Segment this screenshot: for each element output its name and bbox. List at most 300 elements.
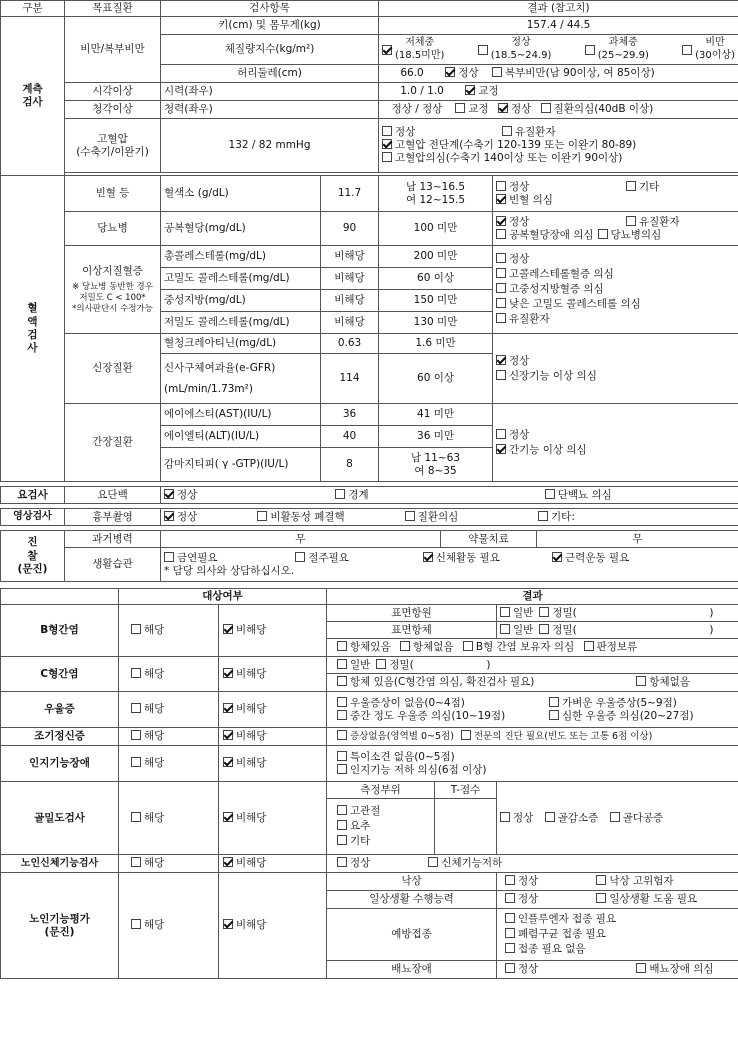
disease-vision: 시각이상 [65,83,161,101]
vision-result [379,83,738,101]
depression-option[interactable]: 심한 우울증 의심(20~27점) [549,710,694,723]
header-target: 대상여부 [119,589,327,605]
value-lipid: 비해당 [321,246,379,268]
item-lipid: 총콜레스테롤(mg/dL) [161,246,321,268]
checkbox-icon [626,216,636,226]
value-egfr: 114 [321,354,379,404]
bone-option[interactable]: 정상 [500,812,533,825]
liver-option[interactable]: 정상 [496,429,735,442]
elder-physical-no[interactable]: 비해당 [219,855,327,873]
section-urine: 요검사 [1,487,65,504]
urine-option[interactable]: 경계 [335,489,531,502]
lower-header-blank [1,589,119,605]
checkbox-icon [496,268,506,278]
elder-physical-option[interactable]: 정상 [337,857,425,870]
lifestyle-option[interactable]: 절주필요 [295,552,409,565]
checkbox-icon [131,919,141,929]
bone-tscore-value [435,799,497,855]
early-psychosis-option[interactable]: 전문의 진단 필요(빈도 또는 고통 6점 이상) [461,730,652,743]
waist-result [379,65,738,83]
checkbox-icon [496,216,506,226]
checkbox-icon [337,805,347,815]
adl-label: 일상생활 수행능력 [327,891,497,909]
hepb-antigen-options: 일반 정밀( ) [497,605,738,622]
bp-option[interactable]: 고혈압 전단계(수축기 120-139 또는 이완기 80-89) [382,139,735,152]
header-disease: 목표질환 [65,1,161,17]
checkbox-icon [505,963,515,973]
header-item: 검사항목 [161,1,379,17]
value-lipid: 비해당 [321,290,379,312]
adl-option[interactable]: 정상 [505,893,593,906]
hepb-antigen-option[interactable]: 일반 [500,607,533,620]
checkbox-icon [131,703,141,713]
checkbox-icon [382,152,392,162]
header-category: 구분 [1,1,65,17]
checkbox-icon [423,552,433,562]
section-imaging: 영상검사 [1,509,65,526]
elder-function-no[interactable]: 비해당 [219,873,327,979]
disease-diabetes: 당뇨병 [65,212,161,246]
bone-yes[interactable]: 해당 [119,782,219,855]
hepc-result-options [327,674,738,692]
urination-option[interactable]: 정상 [505,963,633,976]
checkbox-icon [461,730,471,740]
value-creatinine: 0.63 [321,334,379,354]
checkbox-icon [585,45,595,55]
checkbox-icon [496,444,506,454]
checkbox-icon [463,641,473,651]
checkbox-icon [335,489,345,499]
checkbox-icon [496,355,506,365]
checkbox-icon [382,139,392,149]
hepc-no[interactable]: 비해당 [219,657,327,692]
checkbox-icon [498,103,508,113]
value-ggt: 8 [321,448,379,482]
value-height-weight: 157.4 / 44.5 [379,17,738,35]
checkbox-icon [131,857,141,867]
lifestyle-label: 생활습관 [65,548,161,582]
waist-option[interactable]: 정상 [445,67,478,80]
checkbox-icon [376,659,386,669]
checkbox-icon [428,857,438,867]
checkbox-icon [496,229,506,239]
value-lipid: 비해당 [321,268,379,290]
lipid-option[interactable]: 낮은 고밀도 콜레스테롤 의심 [496,298,735,311]
kidney-option[interactable]: 정상 [496,355,735,368]
bp-option[interactable]: 유질환자 [502,126,556,139]
anemia-option[interactable]: 정상 [496,181,616,194]
value-ast: 36 [321,404,379,426]
hearing-option[interactable]: 교정 [455,103,488,116]
medication-label: 약물치료 [441,531,537,548]
early-psychosis-options [327,728,738,746]
hepc-method-option[interactable]: 일반 [337,659,370,672]
cognitive-option[interactable]: 인지기능 저하 의심(6점 이상) [337,764,735,777]
imaging-options [161,509,738,526]
bone-options [497,782,738,855]
liver-option[interactable]: 간기능 이상 의심 [496,444,735,457]
urine-option[interactable]: 단백뇨 의심 [545,489,612,502]
checkbox-icon [492,67,502,77]
consult-note: * 담당 의사와 상담하십시오. [164,564,295,577]
checkbox-icon [478,45,488,55]
ref-lipid: 150 미만 [379,290,493,312]
waist-value: 66.0 [400,67,424,80]
checkbox-icon [496,298,506,308]
fall-option[interactable]: 낙상 고위험자 [596,875,673,888]
cognitive-no[interactable]: 비해당 [219,746,327,782]
checkbox-icon [496,283,506,293]
cognitive-options [327,746,738,782]
checkbox-icon [505,893,515,903]
early-psychosis-option[interactable]: 증상없음(영역별 0~5점) [337,730,454,743]
hepb-result-option[interactable]: 항체있음 [337,641,391,654]
checkbox-icon [257,511,267,521]
lipid-option[interactable]: 정상 [496,253,735,266]
checkbox-icon [337,857,347,867]
lifestyle-option[interactable]: 근력운동 필요 [552,552,629,565]
hearing-value: 정상 / 정상 [391,103,443,116]
checkbox-icon [496,194,506,204]
checkbox-icon [337,676,347,686]
ref-ast: 41 미만 [379,404,493,426]
urination-option[interactable]: 배뇨장애 의심 [636,963,713,976]
checkbox-icon [337,764,347,774]
checkbox-icon [538,511,548,521]
item-glucose: 공복혈당(mg/dL) [161,212,321,246]
checkbox-icon [465,85,475,95]
adl-options [497,891,738,909]
depression-no[interactable]: 비해당 [219,692,327,728]
hepb-result-options [327,639,738,657]
checkbox-icon [164,511,174,521]
checkbox-icon [337,641,347,651]
checkbox-icon [584,641,594,651]
hepb-result-option[interactable]: B형 간염 보유자 의심 [463,641,574,654]
bone-site-label: 측정부위 [327,782,435,799]
diabetes-option[interactable]: 공복혈당장애 의심 [496,229,593,242]
anemia-option[interactable]: 기타 [626,181,659,194]
checkbox-icon [539,624,549,634]
diabetes-option[interactable]: 유질환자 [626,216,680,229]
checkbox-icon [337,697,347,707]
checkbox-icon [636,676,646,686]
checkbox-icon [223,812,233,822]
checkbox-icon [505,928,515,938]
hepc-method-option[interactable]: 정밀( [376,659,486,672]
item-ggt: 감마지티피( γ -GTP)(IU/L) [161,448,321,482]
checkbox-icon [596,875,606,885]
value-alt: 40 [321,426,379,448]
value-hemoglobin: 11.7 [321,176,379,212]
checkbox-icon [337,730,347,740]
checkbox-icon [496,181,506,191]
item-lipid: 저밀도 콜레스테롤(mg/dL) [161,312,321,334]
checkbox-icon [295,552,305,562]
item-creatinine: 혈청크레아티닌(mg/dL) [161,334,321,354]
checkbox-icon [455,103,465,113]
hepb-antibody-label: 표면항체 [327,622,497,639]
test-depression: 우울증 [1,692,119,728]
test-cognitive: 인지기능장애 [1,746,119,782]
test-elder-function: 노인기능평가 (문진) [1,873,119,979]
urine-option[interactable]: 정상 [164,489,322,502]
waist-option[interactable]: 복부비만(남 90이상, 여 85이상) [492,67,655,80]
imaging-option[interactable]: 질환의심 [405,511,525,524]
header-result: 결과 (참고치) [379,1,738,17]
kidney-option[interactable]: 신장기능 이상 의심 [496,370,735,383]
value-lipid: 비해당 [321,312,379,334]
checkbox-icon [626,181,636,191]
bmi-option[interactable]: 과체중 (25~29.9) [585,37,649,62]
ref-lipid: 60 이상 [379,268,493,290]
bone-site-option[interactable]: 요추 [337,820,431,833]
bp-option[interactable]: 정상 [382,126,492,139]
vaccination-option[interactable]: 접종 필요 없음 [505,943,735,956]
hearing-option[interactable]: 질환의심(40dB 이상) [541,103,654,116]
medication-value: 무 [537,531,738,548]
early-psychosis-no[interactable]: 비해당 [219,728,327,746]
checkbox-icon [223,730,233,740]
bmi-option[interactable]: 저체중 (18.5미만) [382,37,444,62]
bone-option[interactable]: 골감소증 [545,812,599,825]
value-bp: 132 / 82 mmHg [161,119,379,173]
disease-anemia: 빈혈 등 [65,176,161,212]
hepc-result-option[interactable]: 항체없음 [636,676,690,689]
header-result2: 결과 [327,589,738,605]
hepb-yes[interactable]: 해당 [119,605,219,657]
checkbox-icon [496,313,506,323]
checkbox-icon [382,45,392,55]
disease-bp: 고혈압 (수축기/이완기) [65,119,161,173]
checkbox-icon [164,489,174,499]
depression-option[interactable]: 가벼운 우울증상(5~9점) [549,697,677,710]
vision-value: 1.0 / 1.0 [400,85,444,98]
checkbox-icon [223,703,233,713]
bmi-option[interactable]: 정상 (18.5~24.9) [478,37,552,62]
diabetes-options [493,212,738,246]
item-height-weight: 키(cm) 및 몸무게(kg) [161,17,379,35]
item-vision: 시력(좌우) [161,83,379,101]
bmi-options [379,35,738,65]
lifestyle-options [161,548,738,582]
checkbox-icon [337,659,347,669]
disease-hearing: 청각이상 [65,101,161,119]
checkbox-icon [541,103,551,113]
elder-physical-options [327,855,738,873]
vision-option[interactable]: 교정 [465,85,498,98]
anemia-options [493,176,738,212]
checkbox-icon [549,710,559,720]
checkbox-icon [610,812,620,822]
disease-obesity: 비만/복부비만 [65,17,161,83]
bp-options [379,119,738,173]
cognitive-yes[interactable]: 해당 [119,746,219,782]
disease-liver: 간장질환 [65,404,161,482]
bone-no[interactable]: 비해당 [219,782,327,855]
vaccination-option[interactable]: 폐렴구균 접종 필요 [505,928,735,941]
checkbox-icon [400,641,410,651]
checkbox-icon [223,757,233,767]
checkbox-icon [500,812,510,822]
imaging-table [0,508,738,526]
test-bone-density: 골밀도검사 [1,782,119,855]
ref-glucose: 100 미만 [379,212,493,246]
checkbox-icon [131,668,141,678]
bone-tscore-label: T-점수 [435,782,497,799]
checkbox-icon [549,697,559,707]
lipid-option[interactable]: 고콜레스테롤혈증 의심 [496,268,735,281]
item-waist: 허리둘레(cm) [161,65,379,83]
vaccination-label: 예방접종 [327,909,497,961]
checkbox-icon [496,429,506,439]
checkbox-icon [131,757,141,767]
ref-creatinine: 1.6 미만 [379,334,493,354]
test-hepc: C형간염 [1,657,119,692]
checkbox-icon [337,820,347,830]
checkbox-icon [337,710,347,720]
item-alt: 에이엘티(ALT)(IU/L) [161,426,321,448]
checkbox-icon [636,963,646,973]
urine-options [161,487,738,504]
test-elder-physical: 노인신체기능검사 [1,855,119,873]
checkbox-icon [337,751,347,761]
elder-function-yes[interactable]: 해당 [119,873,219,979]
checkbox-icon [596,893,606,903]
checkbox-icon [337,835,347,845]
hepc-result-option[interactable]: 항체 있음(C형간염 의심, 확진검사 필요) [337,676,633,689]
hepb-antigen-option[interactable]: 정밀( [539,607,709,620]
section-measure: 계측 검사 [1,17,65,176]
checkbox-icon [131,812,141,822]
ref-lipid: 130 미만 [379,312,493,334]
hepb-no[interactable]: 비해당 [219,605,327,657]
diabetes-option[interactable]: 정상 [496,216,616,229]
ref-egfr: 60 이상 [379,354,493,404]
lifestyle-option[interactable]: 신체활동 필요 [423,552,539,565]
checkbox-icon [164,552,174,562]
checkbox-icon [500,607,510,617]
checkbox-icon [223,857,233,867]
kidney-options [493,334,738,404]
anemia-option[interactable]: 빈혈 의심 [496,194,735,207]
checkbox-icon [682,45,692,55]
item-urine: 요단백 [65,487,161,504]
checkbox-icon [505,943,515,953]
bmi-option[interactable]: 비만 (30이상) [682,37,735,62]
ref-hemoglobin: 남 13~16.5 여 12~15.5 [379,176,493,212]
disease-kidney: 신장질환 [65,334,161,404]
diabetes-option[interactable]: 당뇨병의심 [598,229,662,242]
ref-alt: 36 미만 [379,426,493,448]
elder-physical-yes[interactable]: 해당 [119,855,219,873]
bone-site-options [327,799,435,855]
ref-ggt: 남 11~63 여 8~35 [379,448,493,482]
checkbox-icon [223,668,233,678]
ref-lipid: 200 미만 [379,246,493,268]
checkbox-icon [545,812,555,822]
checkbox-icon [223,919,233,929]
item-bmi: 체질량지수(kg/m²) [161,35,379,65]
lipid-options [493,246,738,334]
checkbox-icon [500,624,510,634]
test-hepb: B형간염 [1,605,119,657]
vaccination-options [497,909,738,961]
hepb-antibody-option[interactable]: 일반 [500,624,533,637]
adl-option[interactable]: 일상생활 도움 필요 [596,893,697,906]
checkbox-icon [539,607,549,617]
hepc-yes[interactable]: 해당 [119,657,219,692]
item-lipid: 중성지방(mg/dL) [161,290,321,312]
imaging-option[interactable]: 정상 [164,511,244,524]
section-exam: 진 찰 (문진) [1,531,65,582]
hepb-result-option[interactable]: 판정보류 [584,641,638,654]
liver-options [493,404,738,482]
lipid-option[interactable]: 유질환자 [496,313,735,326]
checkbox-icon [598,229,608,239]
checkbox-icon [496,370,506,380]
exam-table [0,530,738,582]
fall-option[interactable]: 정상 [505,875,593,888]
hepb-antibody-option[interactable]: 정밀( [539,624,709,637]
hearing-option[interactable]: 정상 [498,103,531,116]
past-history-value: 무 [161,531,441,548]
checkbox-icon [545,489,555,499]
health-checkup-table [0,0,738,482]
lifestyle-option[interactable]: 금연필요 [164,552,282,565]
disease-lipid: 이상지질혈증 ※ 당뇨병 동반한 경우 저밀도 C < 100* *의사판단시 수정가능 [65,246,161,334]
checkbox-icon [223,624,233,634]
section-blood: 혈 액 검 사 [1,176,65,482]
past-history-label: 과거병력 [65,531,161,548]
imaging-option[interactable]: 비활동성 폐결핵 [257,511,391,524]
hepb-antigen-label: 표면항원 [327,605,497,622]
elder-physical-option[interactable]: 신체기능저하 [428,857,502,870]
depression-option[interactable]: 우울증상이 없음(0~4점) [337,697,549,710]
checkbox-icon [496,253,506,263]
checkbox-icon [505,875,515,885]
lipid-option[interactable]: 고중성지방혈증 의심 [496,283,735,296]
bone-option[interactable]: 골다공증 [610,812,664,825]
bp-option[interactable]: 고혈압의심(수축기 140이상 또는 이완기 90이상) [382,152,735,165]
urination-options [497,961,738,979]
additional-tests-table [0,588,738,979]
hepc-method-options: 일반 정밀( ) [327,657,738,674]
bone-site-option[interactable]: 고관절 [337,805,431,818]
checkbox-icon [131,730,141,740]
checkbox-icon [131,624,141,634]
checkbox-icon [552,552,562,562]
test-early-psychosis: 조기정신증 [1,728,119,746]
urination-label: 배뇨장애 [327,961,497,979]
checkbox-icon [502,126,512,136]
imaging-option[interactable]: 기타: [538,511,575,524]
early-psychosis-yes[interactable]: 해당 [119,728,219,746]
item-chest-xray: 흉부촬영 [65,509,161,526]
checkbox-icon [445,67,455,77]
checkbox-icon [405,511,415,521]
hepb-result-option[interactable]: 항체없음 [400,641,454,654]
cognitive-option[interactable]: 특이소견 없음(0~5점) [337,751,735,764]
depression-option[interactable]: 중간 정도 우울증 의심(10~19점) [337,710,549,723]
urine-table [0,486,738,504]
bone-site-option[interactable]: 기타 [337,835,431,848]
hearing-result [379,101,738,119]
vaccination-option[interactable]: 인플루엔자 접종 필요 [505,913,735,926]
depression-yes[interactable]: 해당 [119,692,219,728]
fall-label: 낙상 [327,873,497,891]
depression-options [327,692,738,728]
